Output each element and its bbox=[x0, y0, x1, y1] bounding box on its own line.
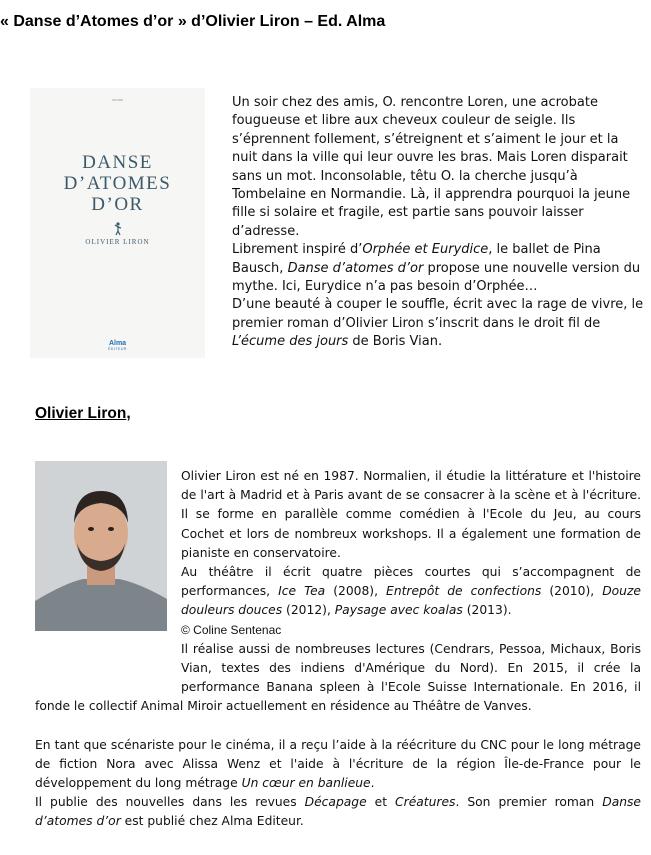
bio-paragraph: En tant que scénariste pour le cinéma, il a reçu l’aide à la réécriture du CNC pour le long métrage de fiction Nora avec Alissa Wenz et l'aide à l'écriture de la région Île-de-France pour le développement du long métrage Un cœur en banlieue. bbox=[35, 737, 641, 791]
bio-paragraph: Il réalise aussi de nombreuses lectures (Cendrars, Pessoa, Michaux, Boris Vian, textes des indiens d'Amérique du Nord). En 2015, il crée la performance Banana spleen à l'Ecole Suisse Internationale. En 2016, il fonde le collectif Animal Miroir actuellement en résidence au Théâtre de Vanves. bbox=[35, 641, 641, 714]
author-biography bbox=[35, 467, 641, 832]
cover-author: OLIVIER LIRON bbox=[85, 238, 150, 246]
cover-title-line: D’ATOMES bbox=[63, 173, 172, 194]
cover-title bbox=[30, 152, 205, 215]
bio-paragraph: Au théâtre il écrit quatre pièces courtes qui s’accompagnent de performances, Ice Tea (2008), Entrepôt de confections (2010), Douze douleurs douces (2012), Paysage avec koalas (2013). bbox=[181, 565, 641, 618]
book-cover bbox=[30, 88, 205, 358]
cover-small-text: roman bbox=[111, 97, 124, 102]
photo-credit: © Coline Sentenac bbox=[181, 622, 282, 637]
publisher-name: Alma bbox=[108, 340, 127, 347]
bio-paragraph: Il publie des nouvelles dans les revues Décapage et Créatures. Son premier roman Danse d’atomes d’or est publié chez Alma Editeur. bbox=[35, 795, 641, 829]
author-heading: Olivier Liron, bbox=[35, 405, 131, 422]
book-summary bbox=[232, 94, 644, 352]
summary-paragraph: Librement inspiré d’Orphée et Eurydice, le ballet de Pina Bausch, Danse d’atomes d’or propose une nouvelle version du mythe. Ici, Eurydice n’a pas besoin d’Orphée… bbox=[232, 242, 641, 295]
cover-title-line: DANSE bbox=[82, 152, 153, 173]
summary-paragraph: Un soir chez des amis, O. rencontre Loren, une acrobate fougueuse et libre aux cheveux couleur de seigle. Ils s’éprennent follement, s’étreignent et s’aiment le jour et la nuit dans la ville qui leur ouvre les bras. Mais Loren disparait sans un mot. Inconsolable, têtu O. la cherche jusqu’à Tombelaine en Normandie. Là, il apprendra pourquoi la jeune fille si solaire et fragile, est partie sans pouvoir laisser d’adresse. bbox=[232, 95, 631, 239]
publisher-logo bbox=[30, 340, 205, 351]
cover-title-line: D’OR bbox=[91, 194, 144, 215]
bio-paragraph: Olivier Liron est né en 1987. Normalien, il étudie la littérature et l'histoire de l'art à Madrid et à Paris avant de se consacrer à la scène et à l'écriture. Il se forme en parallèle comme comédien à l'Ecole du Jeu, au cours Cochet et lors de nombreux workshops. Il a également une formation de pianiste en conservatoire. bbox=[181, 469, 641, 560]
summary-paragraph: D’une beauté à couper le souffle, écrit avec la rage de vivre, le premier roman d’Olivier Liron s’inscrit dans le droit fil de L’écume des jours de Boris Vian. bbox=[232, 297, 644, 350]
publisher-sub: ÉDITEUR bbox=[108, 347, 127, 351]
page-title: « Danse d’Atomes d’or » d’Olivier Liron – Ed. Alma bbox=[0, 13, 386, 30]
